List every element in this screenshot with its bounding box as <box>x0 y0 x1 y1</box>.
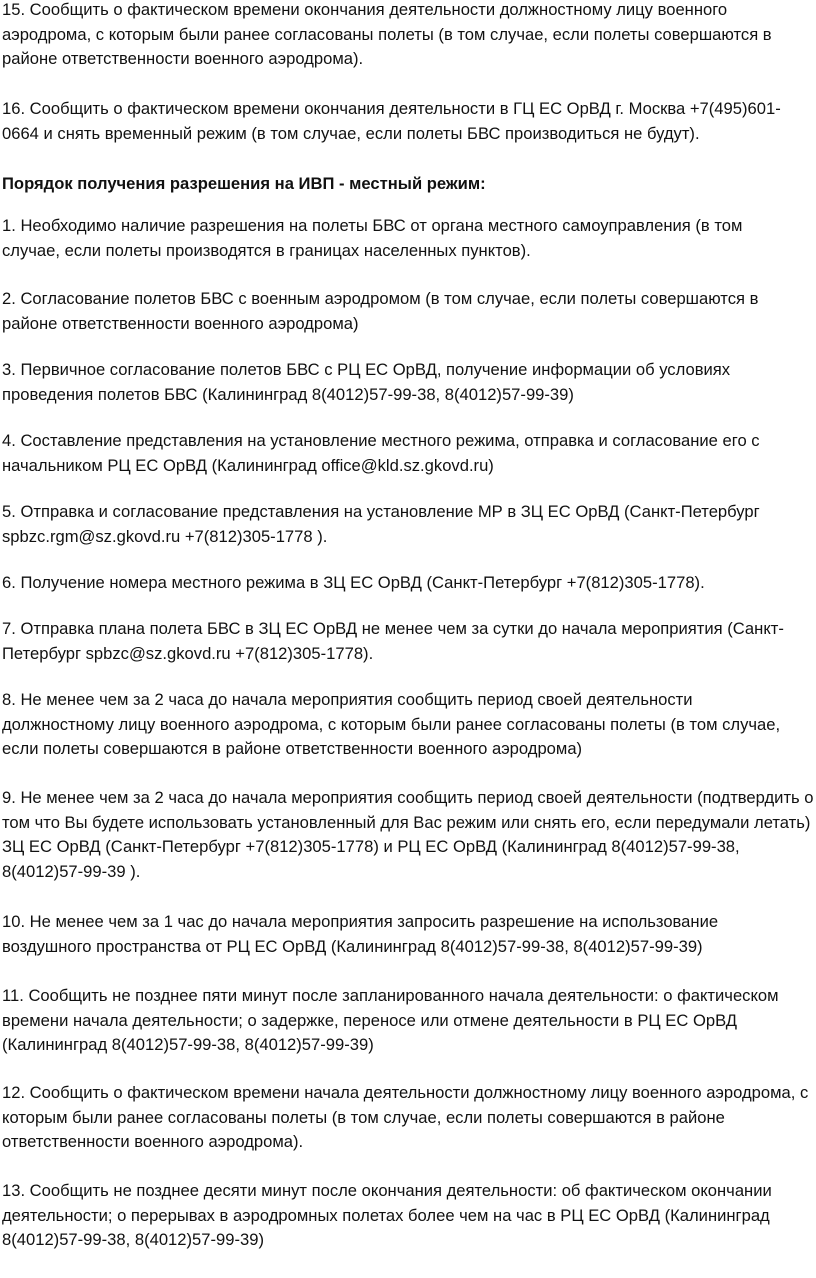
paragraph-item-13: 13. Сообщить не позднее десяти минут после окончания деятельности: об фактическом окончании деятельности; о перерывах в аэродромных полетах более чем на час в РЦ ЕС ОрВД (Калининград 8(4012)57-99-38, 8(4012)57-99-39) <box>2 1181 772 1250</box>
paragraph-item-16: 16. Сообщить о фактическом времени окончания деятельности в ГЦ ЕС ОрВД г. Москва +7(495)601-0664 и снять временный режим (в том случае, если полеты БВС производиться не будут). <box>2 99 781 143</box>
paragraph-item-8: 8. Не менее чем за 2 часа до начала мероприятия сообщить период своей деятельности должностному лицу военного аэродрома, с которым были ранее согласованы полеты (в том случае, если полеты совершаются в районе ответственности военного аэродрома) <box>2 690 781 759</box>
paragraph-item-2: 2. Согласование полетов БВС с военным аэродромом (в том случае, если полеты совершаются в районе ответственности военного аэродрома) <box>2 289 759 333</box>
paragraph-item-3: 3. Первичное согласование полетов БВС с РЦ ЕС ОрВД, получение информации об условиях проведения полетов БВС (Калининград 8(4012)57-99-38, 8(4012)57-99-39) <box>2 360 731 404</box>
paragraph-item-5: 5. Отправка и согласование представления на установление МР в ЗЦ ЕС ОрВД (Санкт-Петербург spbzc.rgm@sz.gkovd.ru +7(812)305-1778 ). <box>2 502 760 546</box>
paragraph-item-11: 11. Сообщить не позднее пяти минут после запланированного начала деятельности: о фактическом времени начала деятельности; о задержке, переносе или отмене деятельности в РЦ ЕС ОрВД (Калининград 8(4012)57-99-38, 8(4012)57-99-39) <box>2 986 779 1055</box>
paragraph-item-9: 9. Не менее чем за 2 часа до начала мероприятия сообщить период своей деятельности (подтвердить о том что Вы будете использовать установленный для Вас режим или снять его, если передумали летать) ЗЦ ЕС ОрВД (Санкт-Петербург +7(812)305-1778) и РЦ ЕС ОрВД (Калининград 8(4012)57-99-38, 8(4012)57-99-39 ). <box>2 788 814 881</box>
paragraph-item-1: 1. Необходимо наличие разрешения на полеты БВС от органа местного самоуправления (в том случае, если полеты производятся в границах населенных пунктов). <box>2 216 743 260</box>
paragraph-item-4: 4. Составление представления на установление местного режима, отправка и согласование его с начальником РЦ ЕС ОрВД (Калининград office@kld.sz.gkovd.ru) <box>2 431 760 475</box>
paragraph-item-10: 10. Не менее чем за 1 час до начала мероприятия запросить разрешение на использование воздушного пространства от РЦ ЕС ОрВД (Калининград 8(4012)57-99-38, 8(4012)57-99-39) <box>2 912 719 956</box>
paragraph-item-12: 12. Сообщить о фактическом времени начала деятельности должностному лицу военного аэродрома, с которым были ранее согласованы полеты (в том случае, если полеты совершаются в районе ответственности военного аэродрома). <box>2 1083 809 1152</box>
paragraph-item-15: 15. Сообщить о фактическом времени окончания деятельности должностному лицу военного аэродрома, с которым были ранее согласованы полеты (в том случае, если полеты совершаются в районе ответственности военного аэродрома). <box>2 0 772 69</box>
paragraph-item-7: 7. Отправка плана полета БВС в ЗЦ ЕС ОрВД не менее чем за сутки до начала мероприятия (Санкт-Петербург spbzc@sz.gkovd.ru +7(812)305-1778). <box>2 619 784 663</box>
paragraph-item-6: 6. Получение номера местного режима в ЗЦ ЕС ОрВД (Санкт-Петербург +7(812)305-1778). <box>2 573 705 592</box>
section-heading: Порядок получения разрешения на ИВП - местный режим: <box>2 174 486 193</box>
